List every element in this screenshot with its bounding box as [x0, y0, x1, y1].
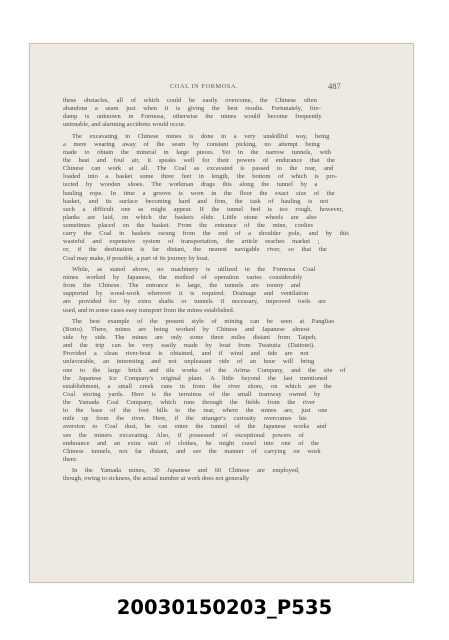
text-line: such a difficult one as might appear. If the tunnel bed is too rough, however, [63, 205, 344, 213]
text-line: In the Yamada mines, 30 Japanese and 60 Chinese are employed, [72, 467, 300, 475]
text-line: one to the large brick and tile works of the Arima Company, and the site of [63, 366, 346, 374]
paragraph [63, 133, 383, 263]
text-line: wasteful and expensive system of transportation, the article reaches market ; [63, 238, 320, 246]
text-line: unfavorable, an interesting and not unpleasant ride of an hour will bring [63, 358, 315, 366]
paragraph [63, 318, 383, 464]
paragraph [63, 266, 383, 315]
running-head-title: COAL IN FORMOSA. [170, 83, 239, 90]
book-page [29, 43, 414, 583]
text-line: these obstacles, all of which could be easily overcome, the Chinese often [63, 97, 317, 104]
text-line: mile up from the river. Here, if the stranger's curiosity overcomes his [63, 415, 307, 423]
paragraph [63, 467, 383, 483]
paragraph [63, 97, 383, 130]
text-line: planks are laid, on which the baskets slide. Little stone wheels are also [63, 213, 317, 221]
text-line: untenable, and alarming accidents would occur. [63, 121, 186, 129]
text-line: hauling rope. In time a groove is worn in the floor the exact size of the [63, 189, 335, 197]
body-text [63, 97, 383, 487]
page-number: 487 [328, 81, 341, 91]
running-head [30, 81, 413, 93]
text-line: made to obtain the mineral in large pieces. Yet in the narrow tunnels, with [63, 148, 332, 156]
text-line: to the base of the foot hills to the rear, where the mines are, just one [63, 407, 328, 415]
text-line: The excavating in Chinese mines is done in a very unskillful way, being [72, 132, 330, 140]
text-line: (Borio). There, mines are being worked by Chinese and Japanese almost [63, 325, 310, 333]
text-line: supported by wood-work wherever it is required. Drainage and ventilation [63, 290, 309, 298]
text-line: sometimes placed on the basket. From the entrance of the mine, coolies [63, 222, 313, 230]
text-line: see the miners excavating. Also, if possessed of exceptional powers of [63, 431, 304, 439]
text-line: basket, and its surface becoming hard and firm, the task of hauling is not [63, 197, 329, 205]
text-line: tected by wooden shoes. The workman drags this along the tunnel by a [63, 181, 318, 189]
text-line: endurance and an extra suit of clothes, he might crawl into one of the [63, 439, 320, 447]
text-line: Coal storing yards. Here is the terminus of the small tramway owned by [63, 390, 321, 398]
text-line: carry the Coal in baskets swung from the end of a shoulder pole, and by this [63, 230, 349, 238]
text-line: While, as stated above, no machinery is utilized in the Formosa Coal [72, 265, 316, 273]
text-line: there. [63, 455, 78, 463]
text-line: Coal may make, if possible, a part of its journey by boat. [63, 254, 210, 262]
text-line: Chinese tunnels, not far distant, and see the manner of carrying on work [63, 447, 321, 455]
text-line: side by side. The mines are only some three miles distant from Taipeh, [63, 334, 317, 342]
text-line: The best example of the present style of mining can be seen at Pangliao [72, 317, 335, 325]
text-line: though, owing to sickness, the actual number at work does not generally [63, 475, 250, 483]
text-line: damp is unknown in Formosa, otherwise the mines would become frequently [63, 113, 322, 121]
text-line: from the Chinese. The entrance is large, the tunnels are roomy and [63, 282, 301, 290]
text-line: abandons a seam just when it is giving the best results. Fortunately, fire- [63, 105, 321, 113]
text-line: the heat and foul air, it speaks well for their powers of endurance that the [63, 157, 335, 165]
image-id-caption: 20030150203_P535 [116, 596, 333, 619]
text-line: used, and in some cases easy transport from the mines established. [63, 306, 235, 314]
text-line: mines worked by Japanese, the method of operation varies considerably [63, 274, 303, 281]
text-line: are provided for by extra shafts or tunnels if necessary, improved tools are [63, 298, 327, 306]
text-line: the Yamada Coal Company, which runs through the fields from the river [63, 399, 316, 407]
text-line: aversion to Coal dust, he can enter the tunnel of the Japanese works and [63, 423, 327, 431]
text-line: Chinese can work at all. The Coal as excavated is passed to the rear, and [63, 165, 334, 173]
text-line: a mere wearing away of the seam by constant picking, no attempt being [63, 140, 320, 148]
text-line: Provided a clean river-boat is obtained, and if wind and tide are not [63, 350, 309, 358]
text-line: establishment, a small creek runs in from the river shore, on which are the [63, 382, 332, 390]
text-line: loaded into a basket some three feet in length, the bottom of which is pro- [63, 173, 338, 181]
text-line: and the trip can be very easily made by boat from Twatutia (Daitotei). [63, 342, 315, 350]
text-line: the Japanese Ice Company's original plant. A little beyond the last mentioned [63, 374, 328, 382]
text-line: or, if the destination is far distant, the nearest navigable river, so that the [63, 246, 327, 254]
